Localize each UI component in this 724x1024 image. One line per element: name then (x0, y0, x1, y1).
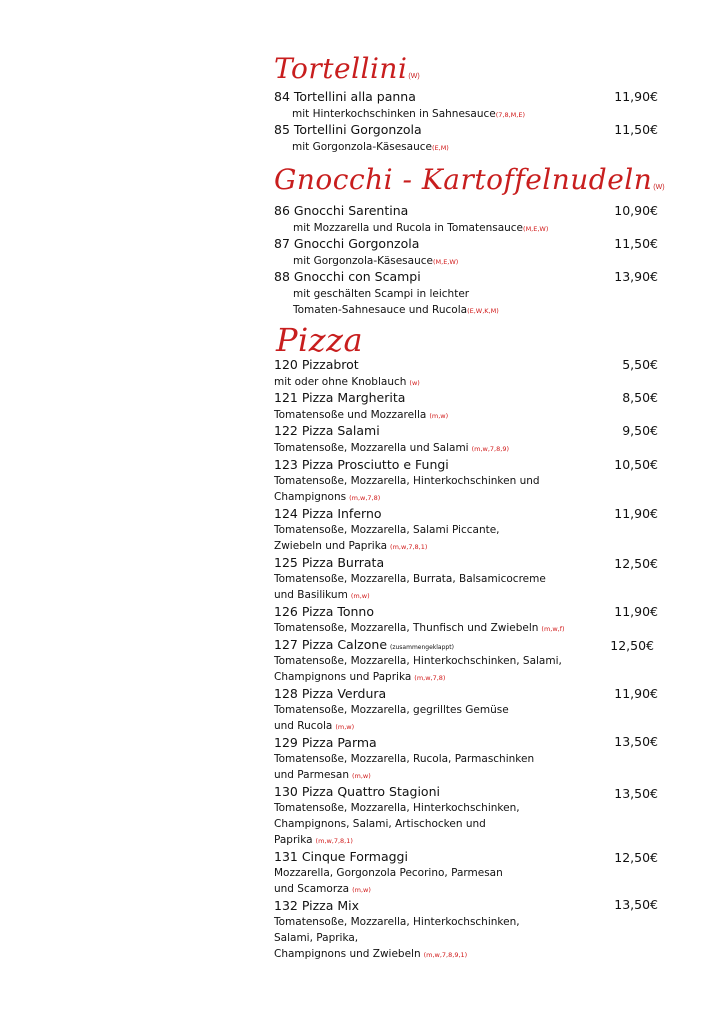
menu-item-price: 12,50€ (614, 850, 658, 865)
allergen-code: (m,w) (429, 412, 449, 420)
menu-item-description: Mozzarella, Gorgonzola Pecorino, Parmesan (274, 867, 503, 879)
allergen-code: (M,E,W) (523, 225, 549, 233)
menu-item-description: Tomatensoße, Mozzarella, Hinterkochschinken, (274, 916, 520, 928)
allergen-code: (m,w) (352, 772, 371, 780)
menu-item-description: Tomatensoße, Mozzarella, Rucola, Parmaschinken (274, 753, 535, 765)
menu-item-description: mit Gorgonzola-Käsesauce(M,E,W) (293, 255, 459, 267)
menu-item-description: mit Mozzarella und Rucola in Tomatensauce(M,E,W) (293, 222, 549, 234)
menu-item-description: Champignons, Salami, Artischocken und (274, 818, 486, 830)
allergen-code: (m,w,7,8) (349, 494, 381, 502)
allergen-code: (m,w,7,8,9) (471, 445, 509, 453)
menu-item-price: 5,50€ (622, 357, 658, 372)
section-title-text: Tortellini (274, 52, 408, 85)
menu-item-price: 13,90€ (614, 269, 658, 284)
allergen-code: (m,w,7,8,9,1) (423, 951, 468, 959)
menu-item-description: Champignons und Zwiebeln (m,w,7,8,9,1) (274, 948, 468, 960)
section-title-text: Gnocchi - Kartoffelnudeln (274, 163, 653, 196)
menu-item-name: 125 Pizza Burrata (274, 555, 385, 570)
menu-item-description: und Rucola (m,w) (274, 720, 355, 732)
section-title-pizza: Pizza (276, 321, 364, 359)
allergen-code: (m,w,7,8,1) (390, 543, 428, 551)
allergen-code: (7,8,M,E) (495, 111, 525, 119)
menu-item-name: 121 Pizza Margherita (274, 390, 406, 405)
menu-item-name: 88 Gnocchi con Scampi (274, 269, 421, 284)
menu-item-description: und Basilikum (m,w) (274, 589, 370, 601)
allergen-code: (m,w,f) (541, 625, 565, 633)
menu-item-price: 11,90€ (614, 506, 658, 521)
menu-item-name: 130 Pizza Quattro Stagioni (274, 784, 440, 799)
menu-item-description: Tomatensoße, Mozzarella, Hinterkochschinken und (274, 475, 540, 487)
menu-item-description: Tomatensoße, Mozzarella, Salami Piccante, (274, 524, 500, 536)
menu-item-description: Zwiebeln und Paprika (m,w,7,8,1) (274, 540, 428, 552)
menu-item-description: mit oder ohne Knoblauch (w) (274, 376, 420, 388)
menu-item-description: mit Hinterkochschinken in Sahnesauce(7,8,M,E) (292, 108, 525, 120)
allergen-code: (m,w,7,8) (414, 674, 446, 682)
menu-item-price: 10,50€ (614, 457, 658, 472)
menu-item-price: 11,90€ (614, 604, 658, 619)
menu-item-description: und Parmesan (m,w) (274, 769, 371, 781)
menu-item-price: 8,50€ (622, 390, 658, 405)
menu-item-name: 123 Pizza Prosciutto e Fungi (274, 457, 449, 472)
menu-item-name: 132 Pizza Mix (274, 898, 359, 913)
menu-item-description: mit Gorgonzola-Käsesauce(E,M) (292, 141, 449, 153)
allergen-code: (M,E,W) (432, 258, 459, 266)
allergen-code: (E,W,K,M) (467, 307, 499, 315)
allergen-code: (m,w) (350, 592, 370, 600)
menu-item-price: 10,90€ (614, 203, 658, 218)
menu-item-price: 11,50€ (614, 236, 658, 251)
menu-item-description: und Scamorza (m,w) (274, 883, 371, 895)
allergen-code: (m,w) (352, 886, 371, 894)
menu-item-price: 11,90€ (614, 89, 658, 104)
menu-item-note: (zusammengeklappt) (390, 644, 454, 651)
menu-item-description: Tomatensoße, Mozzarella, Hinterkochschinken, Salami, (274, 655, 562, 667)
menu-item-description: mit geschälten Scampi in leichter (293, 288, 470, 300)
menu-item-name: 131 Cinque Formaggi (274, 849, 408, 864)
menu-item-price: 9,50€ (622, 423, 658, 438)
menu-item-description: Tomatensoße, Mozzarella, Burrata, Balsamicocreme (274, 573, 546, 585)
menu-item-description: Tomaten-Sahnesauce und Rucola(E,W,K,M) (293, 304, 499, 316)
menu-item-name: 84 Tortellini alla panna (274, 89, 416, 104)
menu-item-price: 13,50€ (614, 786, 658, 801)
menu-item-description: Salami, Paprika, (274, 932, 359, 944)
menu-item-description: Tomatensoße und Mozzarella (m,w) (274, 409, 449, 421)
menu-item-description: Champignons und Paprika (m,w,7,8) (274, 671, 446, 683)
menu-item-description: Tomatensoße, Mozzarella, Hinterkochschinken, (274, 802, 520, 814)
menu-item-price: 12,50€ (614, 556, 658, 571)
menu-item-name: 126 Pizza Tonno (274, 604, 374, 619)
menu-item-description: Tomatensoße, Mozzarella und Salami (m,w,7,8,9) (274, 442, 509, 454)
allergen-code: (E,M) (431, 144, 449, 152)
menu-item-name: 122 Pizza Salami (274, 423, 380, 438)
allergen-code: (m,w,7,8,1) (315, 837, 353, 845)
menu-item-name: 87 Gnocchi Gorgonzola (274, 236, 420, 251)
menu-item-name: 129 Pizza Parma (274, 735, 377, 750)
section-title-tortellini (274, 52, 420, 85)
menu-item-name: 120 Pizzabrot (274, 357, 359, 372)
menu-item-name: 86 Gnocchi Sarentina (274, 203, 409, 218)
menu-item-price: 11,90€ (614, 686, 658, 701)
menu-item-price: 13,50€ (614, 734, 658, 749)
allergen-code: (m,w) (335, 723, 355, 731)
menu-item-description: Tomatensoße, Mozzarella, gegrilltes Gemüse (274, 704, 509, 716)
section-allergen: (W) (653, 184, 665, 191)
menu-item-name: 128 Pizza Verdura (274, 686, 387, 701)
section-title-gnocchi (274, 163, 665, 196)
allergen-code: (w) (409, 379, 420, 387)
menu-item-description: Paprika (m,w,7,8,1) (274, 834, 353, 846)
section-allergen: (W) (408, 73, 420, 80)
menu-item-price: 13,50€ (614, 897, 658, 912)
menu-item-name: 124 Pizza Inferno (274, 506, 382, 521)
menu-item-price: 11,50€ (614, 122, 658, 137)
menu-item-name: 85 Tortellini Gorgonzola (274, 122, 422, 137)
menu-item-description: Tomatensoße, Mozzarella, Thunfisch und Zwiebeln (m,w,f) (274, 622, 565, 634)
menu-item-description: Champignons (m,w,7,8) (274, 491, 381, 503)
menu-item-name: 127 Pizza Calzone (zusammengeklappt) (274, 637, 454, 652)
menu-item-price: 12,50€ (610, 638, 654, 653)
